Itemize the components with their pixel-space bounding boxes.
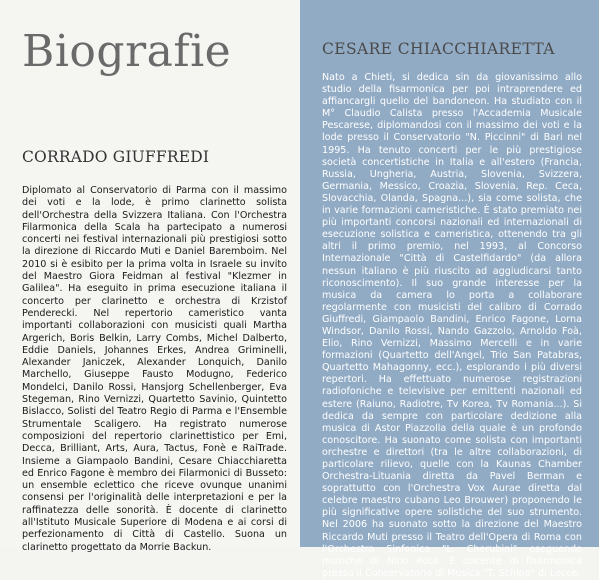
musician-name-giuffredi: CORRADO GIUFFREDI bbox=[22, 148, 210, 166]
musician-name-chiacchiaretta: CESARE CHIACCHIARETTA bbox=[322, 40, 555, 58]
biography-giuffredi: Diplomato al Conservatorio di Parma con il massimo dei voti e la lode, è primo clarinetto solista dell'Orchestra della Svizzera Italiana. Con l'Orchestra Filarmonica della Scala ha partecipato a numerosi concerti nei festival internazionali più prestigiosi sotto la direzione di Riccardo Muti e Daniel Baremboim. Nel 2010 si è esibito per la prima volta in Israele su invito del Maestro Giora Feidman al festival "Klezmer in Galilea". Ha eseguito in prima esecuzione italiana il concerto per clarinetto e orchestra di Krzistof Penderecki. Nel repertorio cameristico vanta importanti collaborazioni con musicisti quali Martha Argerich, Boris Belkin, Larry Combs, Michel Dalberto, Eddie Daniels, Johannes Erkes, Andrea Griminelli, Alexander Janiczek, Alexander Lonquich, Danilo Marchello, Giuseppe Fausto Modugno, Federico Mondelci, Danilo Rossi, Hansjorg Schellenberger, Eva Stegeman, Rino Vernizzi, Quartetto Savinio, Quintetto Bislacco, Solisti del Teatro Regio di Parma e l'Ensemble Strumentale Scaligero. Ha registrato numerose composizioni del repertorio clarinettistico per Emi, Decca, Brilliant, Arts, Aura, Tactus, Fonè e RaiTrade. Insieme a Giampaolo Bandini, Cesare Chiacchiaretta ed Enrico Fagone è membro dei Filarmonici di Busseto: un ensemble eclettico che riceve ovunque unanimi consensi per l'originalità delle interpretazioni e per la raffinatezza delle sonorità. È docente di clarinetto all'Istituto Musicale Superiore di Modena e ai corsi di perfezionamento di Città di Castello. Suona un clarinetto progettato da Morrie Backun. bbox=[22, 185, 287, 553]
left-column bbox=[0, 0, 300, 553]
biography-chiacchiaretta: Nato a Chieti, si dedica sin da giovanissimo allo studio della fisarmonica per poi intraprendere ed affiancargli quello del bandoneon. Ha studiato con il M° Claudio Calista presso l'Accademia Musicale Pescarese, diplomandosi con il massimo dei voti e la lode presso il Conservatorio "N. Piccinni" di Bari nel 1995. Ha tenuto concerti per le più prestigiose società concertistiche in Italia e all'estero (Francia, Russia, Ungheria, Austria, Slovenia, Svizzera, Germania, Messico, Croazia, Slovenia, Rep. Ceca, Slovacchia, Olanda, Spagna...), sia come solista, che in varie formazioni cameristiche. È stato premiato nei più importanti concorsi nazionali ed internazionali di esecuzione solistica e cameristica, ottenendo tra gli altri il primo premio, nel 1993, al Concorso Internazionale "Città di Castelfidardo" (da allora nessun italiano è più riuscito ad aggiudicarsi tanto riconoscimento). Il suo grande interesse per la musica da camera lo porta a collaborare regolarmente con musicisti del calibro di Corrado Giuffredi, Giampaolo Bandini, Enrico Fagone, Lorna Windsor, Danilo Rossi, Nando Gazzolo, Arnoldo Foà, Elio, Rino Vernizzi, Massimo Mercelli e in varie formazioni (Quartetto dell'Angel, Trio San Patabras, Quartetto Mahagonny, ecc.), esplorando i più diversi repertori. Ha effettuato numerose registrazioni radiofoniche e televisive per emittenti nazionali ed estere (Raiuno, Radiotre, Tv Korea, Tv Romania...). Si dedica da sempre con particolare dedizione alla musica di Astor Piazzolla della quale è un profondo conoscitore. Ha suonato come solista con importanti orchestre e direttori (tra le altre collaborazioni, di particolare rilievo, quelle con la Kaunas Chamber Orchestra-Lituania diretta da Pavel Berman e soprattutto con l'Orchestra Vox Aurae diretta dal celebre maestro cubano Leo Brouwer) proponendo le più significative opere solistiche del suo strumento. Nel 2006 ha suonato sotto la direzione del Maestro Riccardo Muti presso il Teatro dell'Opera di Roma con l'Orchestra Sinfonica "L. Cherubini" eseguendo musiche di Nino Rota. È docente di fisarmonica presso il Conservatorio di Musica "T. Schipa" di Lecce. bbox=[322, 72, 582, 579]
page-title: Biografie bbox=[22, 26, 232, 77]
